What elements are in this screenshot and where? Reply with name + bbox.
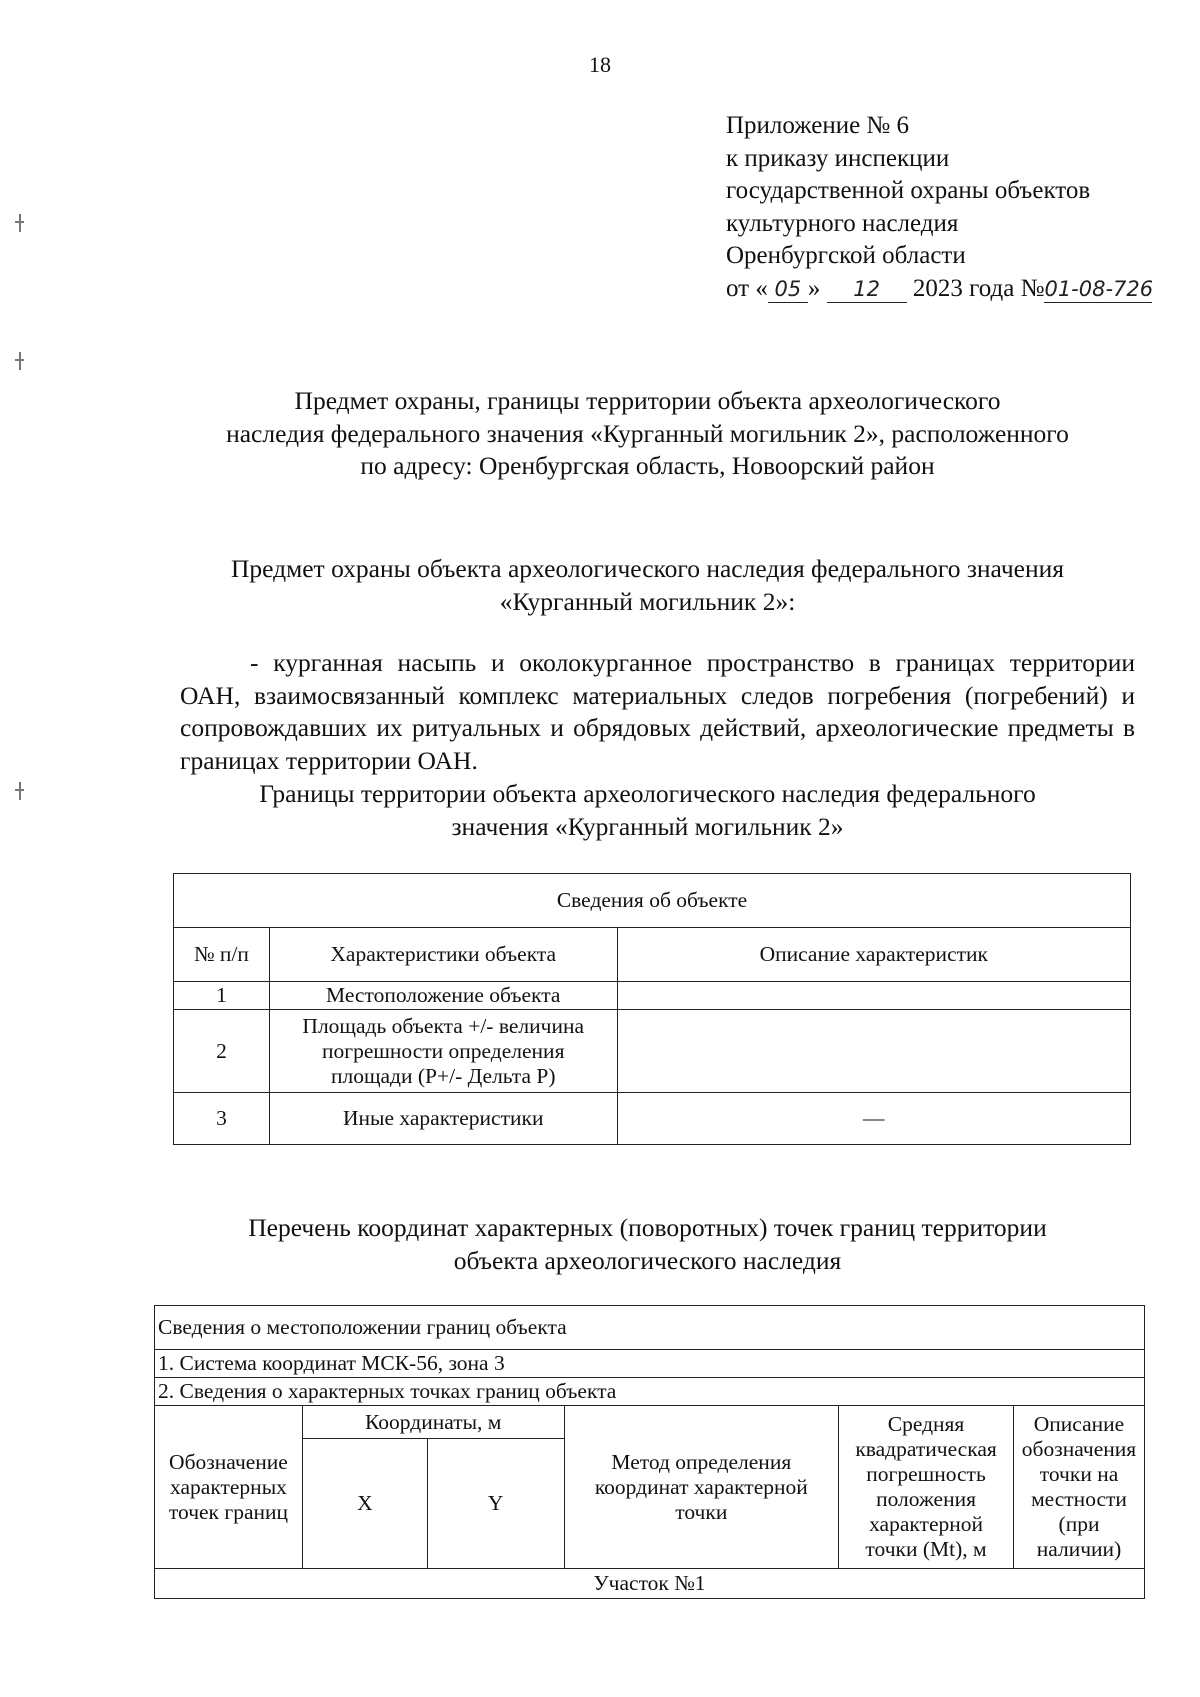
date-prefix: от « [726,274,768,302]
row-description [617,982,1130,1010]
header-method [564,1406,839,1569]
header-x: X [302,1439,427,1569]
title-line: по адресу: Оренбургская область, Новоорский район [360,451,935,480]
boundaries-info-row: Сведения о местоположении границ объекта [155,1306,1145,1350]
row-number: 3 [174,1093,270,1145]
header-line: местности [1031,1487,1127,1511]
heading-line: объекта археологического наследия [453,1245,842,1275]
heading-line: значения «Курганный могильник 2» [451,811,844,841]
protection-subject-heading [160,553,1135,618]
appendix-line: культурного наследия [726,209,959,237]
characteristic-line: погрешности определения [322,1038,565,1063]
row-characteristic [269,1010,617,1093]
boundaries-heading [160,778,1135,843]
order-number-handwritten: 01-08-726 [1044,276,1154,301]
object-info-table [173,873,1131,1145]
header-line: (при [1058,1512,1100,1536]
margin-mark [14,782,26,800]
row-characteristic: Иные характеристики [269,1093,617,1145]
header-number: № п/п [174,928,270,982]
margin-mark [14,214,26,232]
header-line: обозначения [1021,1437,1137,1461]
points-info-row: 2. Сведения о характерных точках границ объекта [155,1378,1145,1406]
header-line: точки [675,1499,728,1524]
coordinate-system-row: 1. Система координат МСК-56, зона 3 [155,1350,1145,1378]
heading-line: «Курганный могильник 2»: [499,586,796,616]
protection-subject-text: - курганная насыпь и околокурганное пространство в границах территории ОАН, взаимосвязанный комплекс материальных следов погребения (погребений) и сопровождавших их ритуальных и обрядовых действий, археологические предметы в границах территории ОАН. [180,648,1135,775]
row-characteristic: Местоположение объекта [269,982,617,1010]
heading-line: Границы территории объекта археологического наследия федерального [259,779,1036,808]
header-coordinates: Координаты, м [302,1406,564,1439]
title-line: наследия федерального значения «Курганный могильник 2», расположенного [226,418,1069,448]
object-table-caption: Сведения об объекте [174,874,1131,928]
table-row [174,1010,1131,1093]
heading-line: Перечень координат характерных (поворотных) точек границ территории [248,1213,1047,1242]
row-description: — [617,1093,1130,1145]
date-year-text: 2023 года № [912,274,1045,302]
coordinates-heading [160,1212,1135,1277]
appendix-line: государственной охраны объектов [726,177,1091,204]
table-row [174,1093,1131,1145]
document-title [160,385,1135,483]
header-line: Описание [1033,1412,1125,1436]
header-line: наличии) [1036,1537,1122,1561]
appendix-line: Приложение № 6 [726,112,910,139]
date-month-handwritten: 12 [827,276,907,303]
header-line: погрешность [866,1462,986,1486]
row-number: 1 [174,982,270,1010]
appendix-block [726,110,1152,305]
table-row [174,982,1131,1010]
order-date-line [726,273,1152,306]
header-line: Метод определения [611,1449,792,1474]
appendix-line: к приказу инспекции [726,144,950,172]
header-line: Средняя [887,1412,965,1436]
coordinates-table [154,1305,1145,1599]
margin-mark [14,352,26,370]
header-point-description [1014,1406,1145,1569]
header-line: точки (Mt), м [865,1537,987,1561]
header-mean-square-error [839,1406,1014,1569]
appendix-line: Оренбургской области [726,242,966,269]
page-number: 18 [589,52,611,77]
heading-line: Предмет охраны объекта археологического наследия федерального значения [230,554,1065,583]
header-line: Обозначение [169,1449,288,1474]
header-line: положения [876,1487,976,1511]
header-line: точек границ [168,1499,289,1524]
header-description: Описание характеристик [617,928,1130,982]
date-day-handwritten: 05 [768,276,808,303]
row-number: 2 [174,1010,270,1093]
header-line: координат характерной [594,1474,808,1499]
characteristic-line: площади (Р+/- Дельта Р) [330,1063,556,1088]
header-point-designation [155,1406,303,1569]
header-line: характерных [170,1474,287,1499]
header-y: Y [427,1439,564,1569]
header-line: квадратическая [855,1437,997,1461]
header-characteristics: Характеристики объекта [269,928,617,982]
header-line: точки на [1039,1462,1119,1486]
characteristic-line: Площадь объекта +/- величина [302,1013,585,1038]
section-row: Участок №1 [155,1569,1145,1599]
date-mid: » [807,274,821,302]
header-line: характерной [869,1512,983,1536]
title-line: Предмет охраны, границы территории объекта археологического [294,386,1001,415]
row-description [617,1010,1130,1093]
